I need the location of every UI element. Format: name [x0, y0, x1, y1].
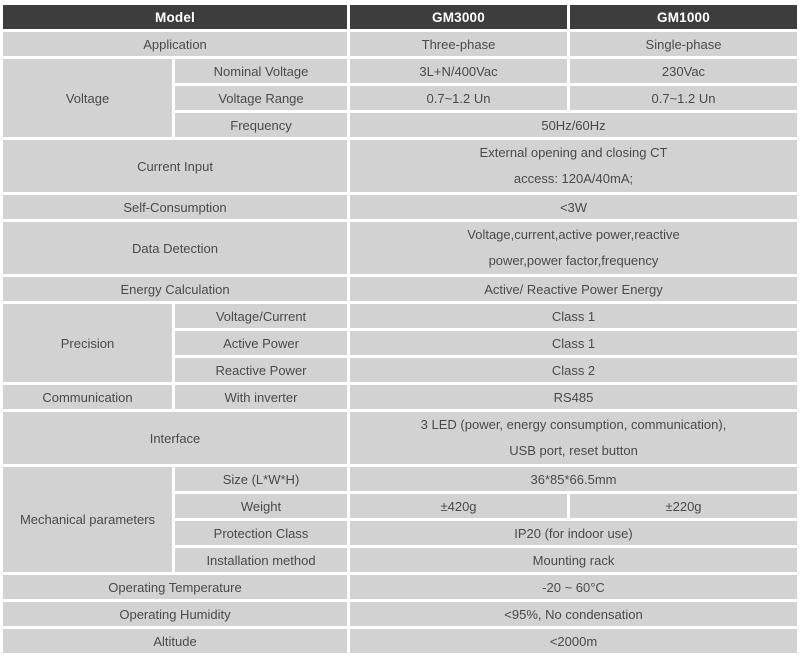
table-row-precision-voltage-current — [3, 304, 797, 328]
header-cell-gm1000: GM1000 — [570, 5, 797, 29]
table-row-altitude — [3, 629, 797, 653]
cell-interface-label: Interface — [3, 412, 347, 464]
cell-size-label: Size (L*W*H) — [175, 467, 347, 491]
cell-communication-label: Communication — [3, 385, 172, 409]
table-row-communication — [3, 385, 797, 409]
cell-operating-humidity-label: Operating Humidity — [3, 602, 347, 626]
cell-installation-method-value: Mounting rack — [350, 548, 797, 572]
cell-protection-class-label: Protection Class — [175, 521, 347, 545]
cell-data-detection-value — [350, 222, 797, 274]
cell-reactive-power-value: Class 2 — [350, 358, 797, 382]
cell-precision-group-label: Precision — [3, 304, 172, 382]
cell-voltage-group-label: Voltage — [3, 59, 172, 137]
cell-active-power-value: Class 1 — [350, 331, 797, 355]
table-row-energy-calculation — [3, 277, 797, 301]
table-row-data-detection — [3, 222, 797, 274]
cell-nominal-voltage-gm1000: 230Vac — [570, 59, 797, 83]
cell-voltage-range-gm1000: 0.7~1.2 Un — [570, 86, 797, 110]
cell-communication-sublabel: With inverter — [175, 385, 347, 409]
cell-voltage-range-label: Voltage Range — [175, 86, 347, 110]
table-row-application — [3, 32, 797, 56]
table-row-self-consumption — [3, 195, 797, 219]
table-row-operating-temperature — [3, 575, 797, 599]
cell-current-input-value — [350, 140, 797, 192]
interface-line-2: USB port, reset button — [509, 443, 638, 458]
cell-self-consumption-label: Self-Consumption — [3, 195, 347, 219]
data-detection-line-1: Voltage,current,active power,reactive — [467, 227, 680, 242]
cell-operating-humidity-value: <95%, No condensation — [350, 602, 797, 626]
cell-size-value: 36*85*66.5mm — [350, 467, 797, 491]
cell-self-consumption-value: <3W — [350, 195, 797, 219]
cell-application-gm1000: Single-phase — [570, 32, 797, 56]
table-row-operating-humidity — [3, 602, 797, 626]
cell-nominal-voltage-label: Nominal Voltage — [175, 59, 347, 83]
cell-weight-gm1000: ±220g — [570, 494, 797, 518]
current-input-line-1: External opening and closing CT — [479, 145, 668, 160]
table-row-header — [3, 5, 797, 29]
cell-communication-value: RS485 — [350, 385, 797, 409]
cell-data-detection-label: Data Detection — [3, 222, 347, 274]
cell-altitude-value: <2000m — [350, 629, 797, 653]
spec-table — [0, 2, 800, 656]
data-detection-line-2: power,power factor,frequency — [488, 253, 659, 268]
cell-reactive-power-label: Reactive Power — [175, 358, 347, 382]
cell-interface-value — [350, 412, 797, 464]
cell-application-gm3000: Three-phase — [350, 32, 567, 56]
cell-application-label: Application — [3, 32, 347, 56]
cell-weight-gm3000: ±420g — [350, 494, 567, 518]
cell-installation-method-label: Installation method — [175, 548, 347, 572]
cell-operating-temperature-label: Operating Temperature — [3, 575, 347, 599]
cell-nominal-voltage-gm3000: 3L+N/400Vac — [350, 59, 567, 83]
interface-line-1: 3 LED (power, energy consumption, communication), — [420, 417, 727, 432]
cell-voltage-current-value: Class 1 — [350, 304, 797, 328]
header-cell-model: Model — [3, 5, 347, 29]
table-row-size — [3, 467, 797, 491]
table-row-current-input — [3, 140, 797, 192]
cell-altitude-label: Altitude — [3, 629, 347, 653]
cell-energy-calculation-label: Energy Calculation — [3, 277, 347, 301]
cell-operating-temperature-value: -20 ~ 60°C — [350, 575, 797, 599]
cell-protection-class-value: IP20 (for indoor use) — [350, 521, 797, 545]
cell-frequency-value: 50Hz/60Hz — [350, 113, 797, 137]
cell-mechanical-group-label: Mechanical parameters — [3, 467, 172, 572]
header-cell-gm3000: GM3000 — [350, 5, 567, 29]
cell-voltage-current-label: Voltage/Current — [175, 304, 347, 328]
cell-active-power-label: Active Power — [175, 331, 347, 355]
table-row-nominal-voltage — [3, 59, 797, 83]
cell-voltage-range-gm3000: 0.7~1.2 Un — [350, 86, 567, 110]
cell-frequency-label: Frequency — [175, 113, 347, 137]
cell-current-input-label: Current Input — [3, 140, 347, 192]
cell-energy-calculation-value: Active/ Reactive Power Energy — [350, 277, 797, 301]
table-row-interface — [3, 412, 797, 464]
current-input-line-2: access: 120A/40mA; — [513, 171, 634, 186]
cell-weight-label: Weight — [175, 494, 347, 518]
